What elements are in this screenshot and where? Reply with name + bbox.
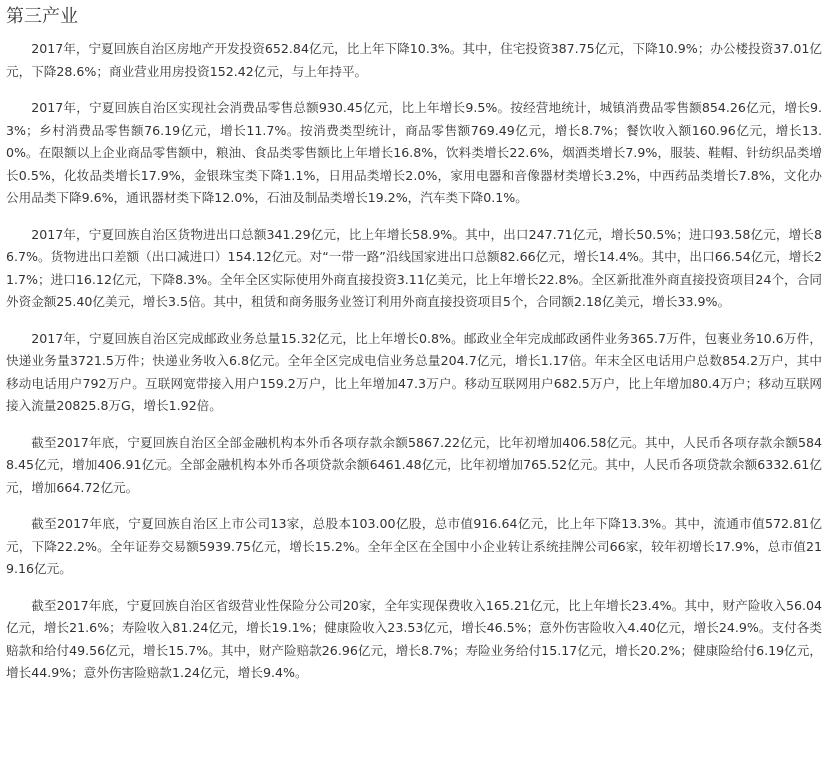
paragraph-insurance: 截至2017年底，宁夏回族自治区省级营业性保险分公司20家，全年实现保费收入165.21亿元，比上年增长23.4%。其中，财产险收入56.04亿元，增长21.6%；寿险收入81.24亿元，增长19.1%；健康险收入23.53亿元，增长46.5%；意外伤害险收入4.40亿元，增长24.9%。支付各类赔款和给付49.56亿元，增长15.7%。其中，财产险赔款26.96亿元，增长8.7%；寿险业务给付15.17亿元，增长20.2%；健康险给付6.19亿元，增长44.9%；意外伤害险赔款1.24亿元，增长9.4%。 [6,597,822,680]
paragraph-banking: 截至2017年底，宁夏回族自治区全部金融机构本外币各项存款余额5867.22亿元，比年初增加406.58亿元。其中，人民币各项存款余额5848.45亿元，增加406.91亿元。全部金融机构本外币各项贷款余额6461.48亿元，比年初增加765.52亿元。其中，人民币各项贷款余额6332.61亿元，增加664.72亿元。 [6,434,822,495]
paragraph-retail-sales: 2017年，宁夏回族自治区实现社会消费品零售总额930.45亿元，比上年增长9.5%。按经营地统计，城镇消费品零售额854.26亿元，增长9.3%；乡村消费品零售额76.19亿元，增长11.7%。按消费类型统计，商品零售额769.49亿元，增长8.7%；餐饮收入额160.96亿元，增长13.0%。在限额以上企业商品零售额中，粮油、食品类零售额比上年增长16.8%，饮料类增长22.6%，烟酒类增长7.9%，服装、鞋帽、针纺织品类增长0.5%，化妆品类增长17.9%，金银珠宝类下降1.1%，日用品类增长2.0%，家用电器和音像器材类增长3.2%，中西药品类增长7.8%，文化办公用品类下降9.6%，通讯器材类下降12.0%，石油及制品类增长19.2%，汽车类下降0.1%。 [6,100,822,205]
paragraph-securities: 截至2017年底，宁夏回族自治区上市公司13家，总股本103.00亿股，总市值916.64亿元，比上年下降13.3%。其中，流通市值572.81亿元，下降22.2%。全年证券交易额5939.75亿元，增长15.2%。全年全区在全国中小企业转让系统挂牌公司66家，较年初增长17.9%，总市值219.16亿元。 [6,516,822,576]
paragraph-postal-telecom: 2017年，宁夏回族自治区完成邮政业务总量15.32亿元，比上年增长0.8%。邮政业全年完成邮政函件业务365.7万件，包裹业务10.6万件，快递业务量3721.5万件；快递业务收入6.8亿元。全年全区完成电信业务总量204.7亿元，增长1.17倍。年末全区电话用户总数854.2万户，其中移动电话用户792万户。互联网宽带接入用户159.2万户，比上年增加47.3万户。移动互联网用户682.5万户，比上年增加80.4万户；移动互联网接入流量20825.8万G，增长1.92倍。 [6,330,822,413]
paragraph-real-estate: 2017年，宁夏回族自治区房地产开发投资652.84亿元，比上年下降10.3%。其中，住宅投资387.75亿元，下降10.9%；办公楼投资37.01亿元，下降28.6%；商业营业用房投资152.42亿元，与上年持平。 [6,41,822,79]
paragraph-foreign-trade: 2017年，宁夏回族自治区货物进出口总额341.29亿元，比上年增长58.9%。其中，出口247.71亿元，增长50.5%；进口93.58亿元，增长86.7%。货物进出口差额（出口减进口）154.12亿元。对“一带一路”沿线国家进出口总额82.66亿元，增长14.4%。其中，出口66.54亿元，增长21.7%；进口16.12亿元，下降8.3%。全年全区实际使用外商直接投资3.11亿美元，比上年增长22.8%。全区新批准外商直接投资项目24个，合同外资金额25.40亿美元，增长3.5倍。其中，租赁和商务服务业签订利用外商直接投资项目5个，合同额2.18亿美元，增长33.9%。 [6,226,822,309]
section-heading: 第三产业 [6,6,78,27]
